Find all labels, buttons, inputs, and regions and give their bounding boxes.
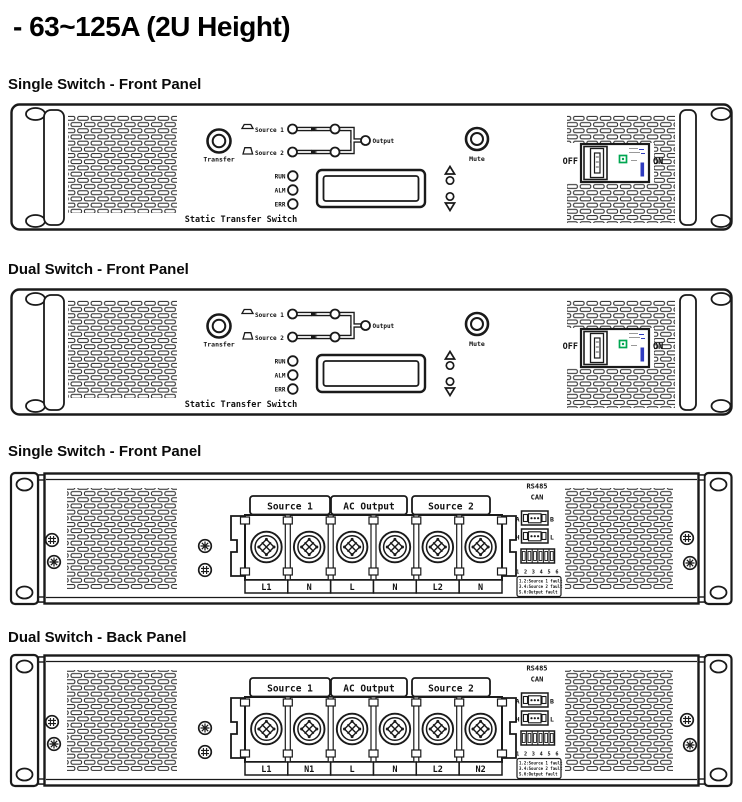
right-handle-slot [680,295,696,410]
circuit-breaker [581,329,649,367]
terminal-block [231,496,516,593]
group-source1-label: Source 1 [267,683,313,695]
led-run-label: RUN [274,358,286,366]
section-label-single-back: Single Switch - Front Panel [8,443,202,460]
dip-legend [517,577,563,597]
svg-text:L1: L1 [261,582,272,593]
connector-ab [516,511,554,525]
led-alm [288,370,298,380]
single-switch-front-panel [10,103,733,231]
svg-text:N: N [306,582,312,593]
left-vent-grille [67,670,177,771]
led-alm-label: ALM [274,372,286,380]
breaker-on-label: ON [653,157,664,167]
breaker-off-label: OFF [562,342,578,352]
rs485-label: RS485 [526,482,548,491]
svg-text:L1: L1 [261,764,272,775]
right-vent-grille [565,670,673,771]
right-vent-grille [565,488,673,589]
connector-ab [516,693,554,707]
connector-hl [516,711,554,725]
led-alm [288,185,298,195]
transfer-button [203,315,234,349]
left-rack-ear [11,473,38,604]
dip-switch [521,549,555,563]
dual-switch-back-panel [10,654,733,787]
group-source1-label: Source 1 [267,501,313,513]
breaker-handle [595,153,601,173]
svg-text:N1: N1 [304,764,315,775]
led-run-label: RUN [274,173,286,181]
terminal-block [231,678,516,775]
led-err [288,384,298,394]
led-err-label: ERR [274,386,286,394]
led-run [288,171,298,181]
svg-text:3.4:Source 2 fault: 3.4:Source 2 fault [519,766,563,771]
svg-text:L: L [550,533,554,542]
svg-text:L2: L2 [432,582,443,593]
product-name: Static Transfer Switch [184,400,298,410]
connector-hl [516,529,554,543]
source1-label: Source 1 [255,126,284,134]
group-acoutput-label: AC Output [343,501,395,513]
svg-text:1.2:Source 1 fault: 1.2:Source 1 fault [519,578,563,584]
vent-grille [567,368,675,408]
dual-switch-front-panel [10,288,733,416]
output-label: Output [372,323,395,330]
svg-text:L2: L2 [432,764,443,775]
svg-text:5.6:Output fault: 5.6:Output fault [519,589,558,595]
source1-label: Source 1 [255,311,284,319]
svg-text:N: N [478,582,484,593]
section-label-single-front: Single Switch - Front Panel [8,76,202,93]
nav-button [446,362,453,369]
breaker-handle [595,338,601,358]
svg-text:N2: N2 [475,764,486,775]
svg-text:A: A [515,515,520,524]
back-panel-drawing [10,472,733,605]
back-panel-drawing [10,654,733,787]
svg-text:H: H [515,533,520,542]
vent-grille [567,183,675,223]
svg-text:N: N [392,764,398,775]
svg-text:1.2:Source 1 fault: 1.2:Source 1 fault [519,760,563,766]
svg-text:L: L [349,582,355,593]
svg-text:L: L [349,764,355,775]
transfer-button [203,130,234,164]
left-handle-slot [44,295,64,410]
section-label-dual-front: Dual Switch - Front Panel [8,261,189,278]
dip-numbers: 1 2 3 4 5 6 [516,751,560,758]
svg-text:5.6:Output fault: 5.6:Output fault [519,771,558,777]
group-source2-label: Source 2 [428,683,474,695]
source2-label: Source 2 [255,334,284,342]
dip-switch [521,731,555,745]
front-panel-drawing [10,288,733,416]
vent-grille [567,115,675,143]
led-err-label: ERR [274,201,286,209]
output-label: Output [372,138,395,145]
svg-text:B: B [550,515,554,524]
svg-text:B: B [550,697,554,706]
right-handle-slot [680,110,696,225]
circuit-breaker [581,144,649,182]
single-switch-back-panel [10,472,733,605]
led-alm-label: ALM [274,187,286,195]
mute-button [466,313,488,348]
rs485-label: RS485 [526,664,548,673]
mute-label: Mute [469,155,485,163]
transfer-label: Transfer [203,340,235,349]
front-panel-drawing [10,103,733,231]
lcd-display [317,355,425,392]
svg-text:H: H [515,715,520,724]
source2-label: Source 2 [255,149,284,157]
nav-button [446,177,453,184]
breaker-on-label: ON [653,342,664,352]
left-vent-grille [67,488,177,589]
left-rack-ear [11,655,38,786]
nav-button [446,378,453,385]
page-title: - 63~125A (2U Height) [13,11,291,42]
svg-text:N: N [392,582,398,593]
led-err [288,199,298,209]
right-rack-ear [705,473,732,604]
svg-text:L: L [550,715,554,724]
mute-button [466,128,488,163]
svg-text:A: A [515,697,520,706]
terminal-label-boxes [245,580,502,593]
dip-numbers: 1 2 3 4 5 6 [516,569,560,576]
group-acoutput-label: AC Output [343,683,395,695]
group-source2-label: Source 2 [428,501,474,513]
left-vent-grille [68,115,177,213]
left-vent-grille [68,300,177,398]
nav-button [446,193,453,200]
led-run [288,356,298,366]
dip-legend [517,759,563,779]
mute-label: Mute [469,340,485,348]
terminal-label-boxes [245,762,502,775]
left-handle-slot [44,110,64,225]
can-label: CAN [530,675,544,684]
vent-grille [567,300,675,328]
product-name: Static Transfer Switch [184,215,298,225]
svg-text:3.4:Source 2 fault: 3.4:Source 2 fault [519,584,563,589]
lcd-display [317,170,425,207]
can-label: CAN [530,493,544,502]
section-label-dual-back: Dual Switch - Back Panel [8,629,187,646]
breaker-off-label: OFF [562,157,578,167]
right-rack-ear [705,655,732,786]
transfer-label: Transfer [203,155,235,164]
